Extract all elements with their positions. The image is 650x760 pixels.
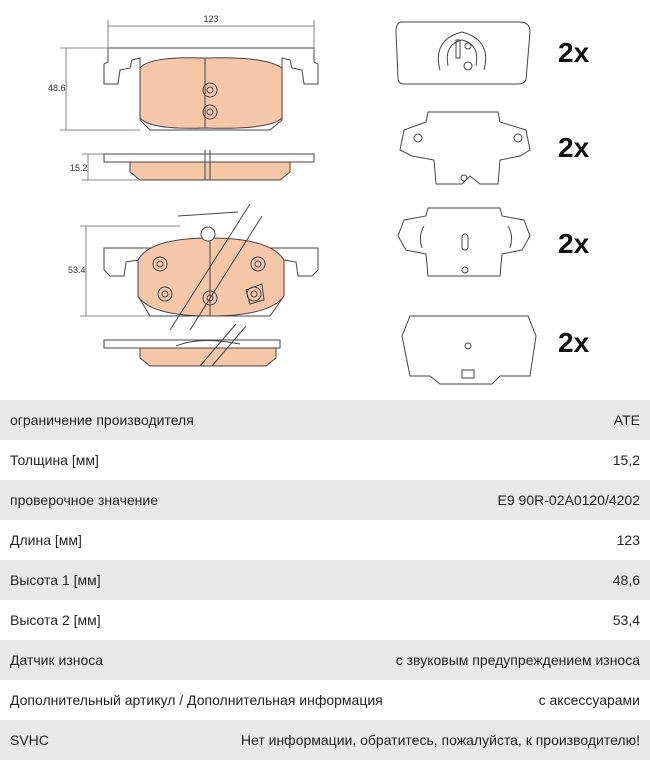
spec-value: E9 90R-02A0120/4202 <box>497 492 640 508</box>
spec-label: Датчик износа <box>10 652 104 668</box>
dim-height1-label: 48.6 <box>48 83 66 93</box>
spec-row <box>0 680 650 720</box>
spec-value: 53,4 <box>612 612 640 628</box>
spec-label: Высота 1 [мм] <box>10 572 101 588</box>
spec-value: 48,6 <box>612 572 640 588</box>
spec-row <box>0 520 650 560</box>
spec-label: Длина [мм] <box>10 532 82 548</box>
brake-pad-front-view-2 <box>104 204 318 330</box>
quantity-label-2: 2x <box>558 132 590 163</box>
spec-value: 15,2 <box>612 452 640 468</box>
accessory-shim-4 <box>402 316 536 384</box>
spec-label: Высота 2 [мм] <box>10 612 101 628</box>
brake-pad-side-view-2 <box>104 324 280 366</box>
spec-value: ATE <box>613 412 640 428</box>
accessory-shim-1 <box>396 22 530 84</box>
specs-table <box>0 400 650 760</box>
spec-value: с аксессуарами <box>538 692 640 708</box>
accessory-shim-2 <box>400 112 530 184</box>
spec-row <box>0 720 650 760</box>
quantity-label-3: 2x <box>558 228 590 259</box>
brake-pad-side-view <box>104 150 314 180</box>
spec-row <box>0 400 650 440</box>
quantity-label-1: 2x <box>558 37 590 68</box>
spec-row <box>0 440 650 480</box>
spec-value: Нет информации, обратитесь, пожалуйста, к производителю! <box>240 732 640 748</box>
spec-label: SVHC <box>10 732 49 748</box>
quantity-label-4: 2x <box>558 327 590 358</box>
spec-row <box>0 640 650 680</box>
dim-height2-label: 53.4 <box>68 265 86 275</box>
brake-pad-front-view <box>104 48 318 130</box>
dim-thickness-label: 15.2 <box>70 163 88 173</box>
spec-label: ограничение производителя <box>10 412 194 428</box>
spec-value: с звуковым предупреждением износа <box>395 652 640 668</box>
spec-row <box>0 480 650 520</box>
spec-value: 123 <box>616 532 640 548</box>
accessory-shim-3 <box>398 208 530 276</box>
spec-row <box>0 560 650 600</box>
dim-width-label: 123 <box>203 14 219 24</box>
spec-row <box>0 600 650 640</box>
spec-label: Дополнительный артикул / Дополнительная информация <box>10 692 383 708</box>
spec-label: проверочное значение <box>10 492 159 508</box>
spec-label: Толщина [мм] <box>10 452 99 468</box>
